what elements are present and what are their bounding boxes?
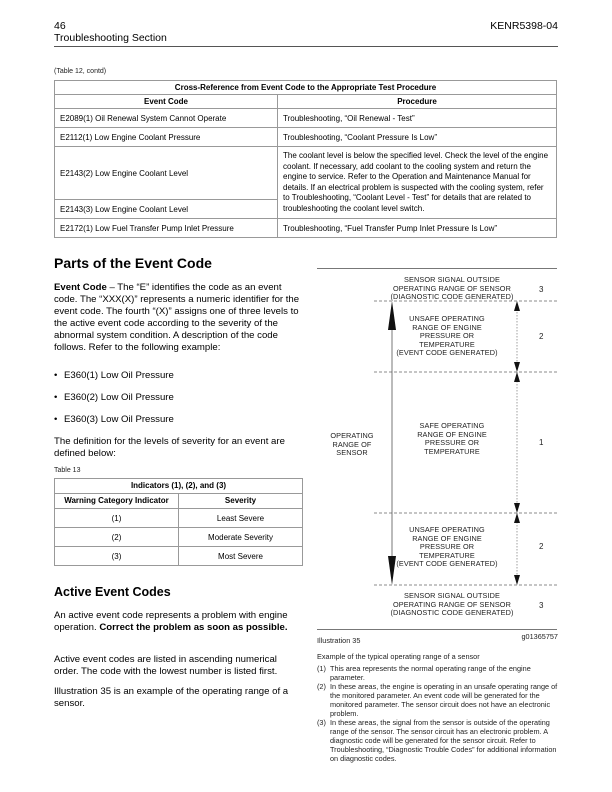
bullet-icon: • (54, 370, 58, 381)
note-item (317, 718, 562, 763)
lead-dash: – (106, 282, 118, 293)
note-number: (3) (317, 718, 326, 727)
active-paragraph-3: Illustration 35 is an example of the operating range of a sensor. (54, 686, 289, 709)
table13-caption: Table 13 (54, 467, 81, 474)
illustration-description: Example of the typical operating range of a sensor (317, 652, 480, 661)
lead-term: Event Code (54, 282, 107, 293)
zone-unsafe-top-label: UNSAFE OPERATING RANGE OF ENGINE PRESSURE OR TEMPERATURE (EVENT CODE GENERATED) (396, 314, 498, 358)
illustration-id: g01365757 (521, 632, 558, 641)
zone-outside-bottom-label: SENSOR SIGNAL OUTSIDE OPERATING RANGE OF SENSOR (DIAGNOSTIC CODE GENERATED) (390, 591, 514, 618)
table-row (55, 509, 303, 528)
illustration-label: Illustration 35 (317, 636, 361, 645)
event-code-cell: E2143(2) Low Engine Coolant Level (55, 147, 278, 200)
illustration-top-divider (317, 268, 557, 269)
table12-caption: (Table 12, contd) (54, 68, 107, 75)
note-text: In these areas, the signal from the sensor is outside of the operating range of the sensor. The sensor circuit has an electronic problem. A diagnostic code will be generated for the sensor circuit. Refer to Troubleshooting, “Diagnostic Trouble Codes” for additional information on diagnostic codes. (330, 718, 557, 763)
sensor-range-label: OPERATING RANGE OF SENSOR (330, 431, 374, 458)
event-code-cell: E2112(1) Low Engine Coolant Pressure (55, 128, 278, 147)
zone-number: 2 (539, 332, 544, 341)
indicator-cell: (3) (55, 547, 179, 566)
table-row (55, 547, 303, 566)
section-name: Troubleshooting Section (54, 32, 167, 44)
list-item-text: E360(3) Low Oil Pressure (64, 414, 174, 425)
bullet-icon: • (54, 392, 58, 403)
indicator-cell: (1) (55, 509, 179, 528)
table-row (55, 128, 557, 147)
zone-number: 1 (539, 438, 544, 447)
event-code-paragraph (54, 282, 304, 354)
active-text: An active event code represents a problem with engine operation. (54, 610, 288, 633)
lead-text: The “E” identifies the code as an event code. The “XXX(X)” represents a numeric identifier for the event code. The fourth “(X)” assigns one of three levels to the active event code according to the severity of the abnormal system condition. A description of the code follows. Refer to the following example: (54, 282, 300, 353)
section-heading-active: Active Event Codes (54, 585, 171, 599)
severity-definition-paragraph: The definition for the levels of severity for an event are defined below: (54, 436, 285, 459)
note-number: (2) (317, 682, 326, 691)
table12-title: Cross-Reference from Event Code to the Appropriate Test Procedure (55, 81, 557, 95)
note-item (317, 664, 562, 682)
list-item-text: E360(1) Low Oil Pressure (64, 370, 174, 381)
note-number: (1) (317, 664, 326, 673)
column-header-indicator: Warning Category Indicator (55, 494, 179, 509)
zone-number: 2 (539, 542, 544, 551)
active-warning: Correct the problem as soon as possible. (99, 622, 288, 633)
column-header-event-code: Event Code (55, 95, 278, 109)
illustration-notes (317, 664, 562, 763)
list-item-text: E360(2) Low Oil Pressure (64, 392, 174, 403)
list-item (54, 414, 174, 425)
zone-outside-top-label: SENSOR SIGNAL OUTSIDE OPERATING RANGE OF SENSOR (DIAGNOSTIC CODE GENERATED) (390, 275, 514, 302)
severity-cell: Most Severe (179, 547, 303, 566)
cross-reference-table (54, 80, 557, 238)
severity-cell: Least Severe (179, 509, 303, 528)
event-code-cell: E2172(1) Low Fuel Transfer Pump Inlet Pressure (55, 219, 278, 238)
procedure-cell: Troubleshooting, “Oil Renewal - Test” (278, 109, 557, 128)
table-row (55, 109, 557, 128)
active-paragraph-2: Active event codes are listed in ascending numerical order. The code with the lowest number is listed first. (54, 654, 278, 677)
severity-indicator-table (54, 478, 303, 566)
table-row (55, 147, 557, 200)
zone-safe-label: SAFE OPERATING RANGE OF ENGINE PRESSURE OR TEMPERATURE (417, 421, 487, 456)
note-item (317, 682, 562, 718)
severity-cell: Moderate Severity (179, 528, 303, 547)
procedure-cell: The coolant level is below the specified level. Check the level of the engine coolant. If necessary, add coolant to the cooling system and return the engine to service. Refer to the Operation and Maintenance Manual for details. If an electrical problem is suspected with the cooling system, refer to Troubleshooting, “Coolant Level - Test” for details that are related to troubleshooting the coolant level switch. (278, 147, 557, 219)
active-paragraph-1 (54, 610, 304, 634)
indicator-cell: (2) (55, 528, 179, 547)
zone-number: 3 (539, 601, 544, 610)
procedure-cell: Troubleshooting, “Coolant Pressure Is Low” (278, 128, 557, 147)
table13-title: Indicators (1), (2), and (3) (55, 479, 303, 494)
note-text: In these areas, the engine is operating in an unsafe operating range of the monitored parameter. An event code will be generated for the monitored parameter. The sensor circuit does not have an electronic problem. (330, 682, 558, 718)
zone-number: 3 (539, 285, 544, 294)
header-divider (54, 46, 558, 47)
section-heading-parts: Parts of the Event Code (54, 255, 212, 271)
page-number: 46 (54, 20, 66, 32)
procedure-cell: Troubleshooting, “Fuel Transfer Pump Inlet Pressure Is Low” (278, 219, 557, 238)
column-header-severity: Severity (179, 494, 303, 509)
event-code-cell: E2143(3) Low Engine Coolant Level (55, 200, 278, 219)
note-text: This area represents the normal operating range of the engine parameter. (330, 664, 531, 682)
list-item (54, 370, 174, 381)
table-row (55, 528, 303, 547)
zone-unsafe-bottom-label: UNSAFE OPERATING RANGE OF ENGINE PRESSURE OR TEMPERATURE (EVENT CODE GENERATED) (396, 525, 498, 569)
column-header-procedure: Procedure (278, 95, 557, 109)
sensor-range-diagram (317, 270, 567, 620)
bullet-icon: • (54, 414, 58, 425)
event-code-cell: E2089(1) Oil Renewal System Cannot Operate (55, 109, 278, 128)
table-row (55, 219, 557, 238)
list-item (54, 392, 174, 403)
document-id: KENR5398-04 (490, 20, 558, 32)
illustration-caption-divider (317, 629, 557, 630)
